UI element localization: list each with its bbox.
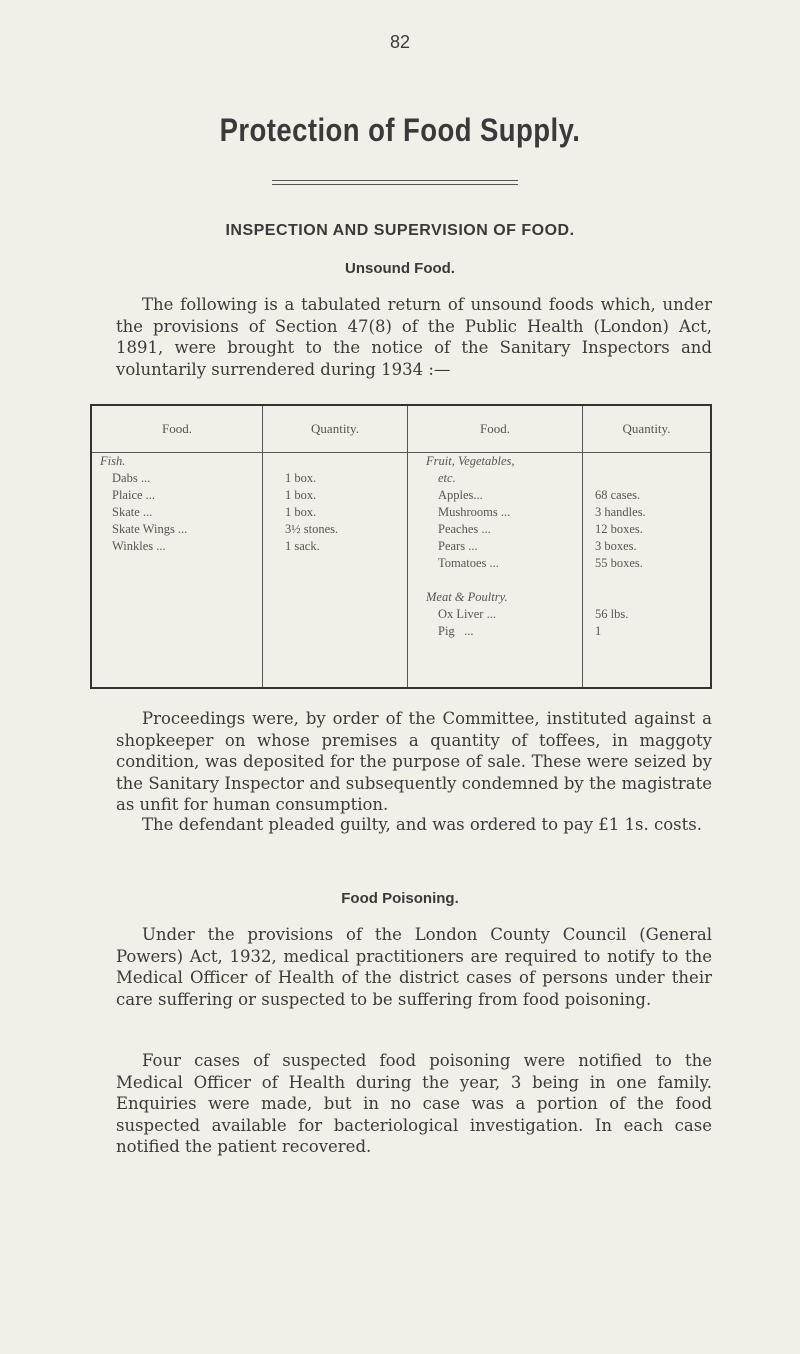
group-meat-poultry: Meat & Poultry. [426, 590, 508, 604]
food-item: Apples... [438, 488, 483, 502]
food-item: Pears ... [438, 539, 478, 553]
quantity-item: 1 [595, 624, 602, 638]
header-food-1: Food. [91, 405, 263, 453]
quantity-item: 1 box. [285, 505, 317, 519]
table-header-row [91, 405, 711, 453]
quantity-item: 3 boxes. [595, 539, 637, 553]
header-food-2: Food. [408, 405, 583, 453]
left-quantity-column [263, 453, 408, 689]
food-item: Skate ... [112, 505, 153, 519]
quantity-item: 1 box. [285, 488, 317, 502]
left-food-column [91, 453, 263, 689]
food-item: Pig ... [438, 624, 474, 638]
quantity-item: 12 boxes. [595, 522, 643, 536]
title-rule-top [272, 180, 518, 181]
intro-paragraph: The following is a tabulated return of unsound foods which, under the provisions of Section 47(8) of the Public Health (London) Act, 1891, were brought to the notice of the Sanitary Inspectors and voluntarily surrendered during 1934 :— [116, 295, 712, 379]
subheading-food-poisoning: Food Poisoning. [341, 890, 459, 907]
group-fruit-vegetables-cont: etc. [438, 471, 456, 485]
quantity-item: 3½ stones. [285, 522, 339, 536]
page-title: Protection of Food Supply. [219, 112, 581, 148]
food-item: Mushrooms ... [438, 505, 511, 519]
table-body-row [91, 453, 711, 689]
proceedings-paragraph: Proceedings were, by order of the Committee, instituted against a shopkeeper on whose premises a quantity of toffees, in maggoty condition, was deposited for the purpose of sale. These were seized by the Sanitary Inspector and subsequently condemned by the magistrate as unfit for human consumption. [116, 709, 712, 814]
food-item: Tomatoes ... [438, 556, 499, 570]
poisoning-paragraph-1: Under the provisions of the London County Council (General Powers) Act, 1932, medical practitioners are required to notify to the Medical Officer of Health of the district cases of persons under their care suffering or suspected to be suffering from food poisoning. [116, 925, 712, 1009]
header-quantity-1: Quantity. [263, 405, 408, 453]
quantity-item: 55 boxes. [595, 556, 643, 570]
food-item: Dabs ... [112, 471, 151, 485]
food-item: Skate Wings ... [112, 522, 188, 536]
quantity-item: 1 box. [285, 471, 317, 485]
defendant-paragraph: The defendant pleaded guilty, and was ordered to pay £1 1s. costs. [142, 815, 702, 834]
quantity-item: 56 lbs. [595, 607, 629, 621]
group-fish: Fish. [100, 454, 126, 468]
quantity-item: 1 sack. [285, 539, 320, 553]
unsound-food-table [90, 404, 712, 689]
quantity-item: 3 handles. [595, 505, 646, 519]
right-food-column [408, 453, 583, 689]
subheading-unsound-food: Unsound Food. [345, 260, 455, 277]
food-item: Winkles ... [112, 539, 166, 553]
right-quantity-column [583, 453, 712, 689]
page-number: 82 [389, 32, 411, 52]
section-heading: INSPECTION AND SUPERVISION OF FOOD. [225, 222, 575, 239]
quantity-item: 68 cases. [595, 488, 641, 502]
header-quantity-2: Quantity. [583, 405, 712, 453]
food-item: Peaches ... [438, 522, 491, 536]
poisoning-paragraph-2: Four cases of suspected food poisoning were notified to the Medical Officer of Health during the year, 3 being in one family. Enquiries were made, but in no case was a portion of the food suspected available for bacteriological investigation. In each case notified the patient recovered. [116, 1051, 712, 1156]
food-item: Ox Liver ... [438, 607, 496, 621]
title-rule-bottom [272, 184, 518, 185]
group-fruit-vegetables: Fruit, Vegetables, [426, 454, 515, 468]
food-item: Plaice ... [112, 488, 156, 502]
